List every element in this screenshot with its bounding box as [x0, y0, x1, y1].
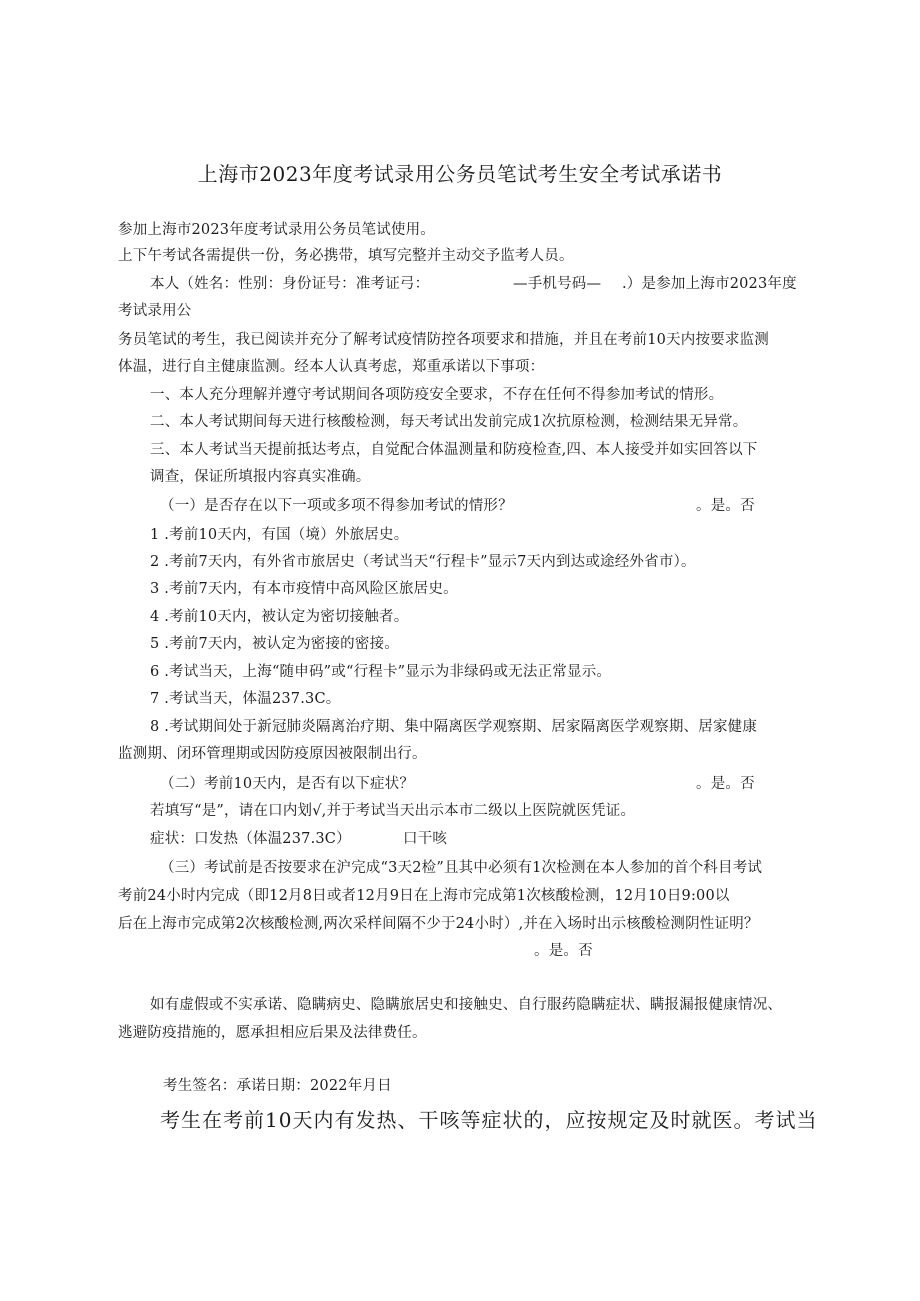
promise-2: 二、本人考试期间每天进行核酸检测，每天考试出发前完成1次抗原检测，检测结果无异常。	[150, 414, 748, 430]
intro-line-1: 参加上海市2023年度考试录用公务员笔试使用。	[118, 222, 435, 238]
section3-line-2: 考前24小时内完成（即12月8日或者12月9日在上海市完成第1次核酸检测，12月10日9:00以	[118, 888, 730, 904]
section1-question: （一）是否存在以下一项或多项不得参加考试的情形？	[160, 498, 513, 514]
declaration-line-1c: .）是参加上海市2023年度	[622, 276, 797, 292]
liability-line-1: 如有虚假或不实承诺、隐瞒病史、隐瞒旅居史和接触史、自行服药隐瞒症状、瞒报漏报健康情况、	[150, 997, 783, 1013]
section2-note: 若填写“是”，请在口内划√,并于考试当天出示本市二级以上医院就医凭证。	[150, 803, 636, 819]
section1-item-5: 5 .考前7天内，被认定为密接的密接。	[150, 636, 399, 652]
section3-line-1: （三）考试前是否按要求在沪完成“3天2检”且其中必须有1次检测在本人参加的首个科目考试	[160, 860, 763, 876]
section3-options[interactable]: 。是。否	[534, 943, 593, 959]
signature-line: 考生签名：承诺日期：2022年月日	[163, 1078, 392, 1094]
section1-item-3: 3 .考前7天内，有本市疫情中高风险区旅居史。	[150, 581, 458, 597]
section1-options[interactable]: 。是。否	[696, 498, 755, 514]
intro-line-2: 上下午考试各需提供一份，务必携带，填写完整并主动交予监考人员。	[118, 248, 574, 264]
declaration-line-1a: 本人（姓名：性别：身份证号：准考证弓：	[150, 276, 430, 292]
section1-item-2: 2 .考前7天内，有外省市旅居史（考试当天“行程卡”显示7天内到达或途经外省市）。	[150, 554, 696, 570]
section1-item-8-line-2: 监测期、闭环管理期或因防疫原因被限制出行。	[118, 746, 427, 762]
section1-item-1: 1 .考前10天内，有国（境）外旅居史。	[150, 527, 409, 543]
footer-note: 考生在考前10天内有发热、干咳等症状的，应按规定及时就医。考试当	[160, 1108, 818, 1132]
promise-3-line-1: 三、本人考试当天提前抵达考点，自觉配合体温测量和防疫检查,四、本人接受并如实回答以下	[150, 442, 758, 458]
declaration-phone-label: —手机号码—	[513, 276, 602, 292]
declaration-line-3: 务员笔试的考生，我已阅读并充分了解考试疫情防控各项要求和措施，并且在考前10天内按要求监测	[118, 332, 769, 348]
section1-item-6: 6 .考试当天，上海“随申码”或“行程卡”显示为非绿码或无法正常显示。	[150, 664, 612, 680]
section2-question: （二）考前10天内，是否有以下症状？	[160, 776, 415, 792]
section1-item-4: 4 .考前10天内，被认定为密切接触者。	[150, 609, 409, 625]
liability-line-2: 逃避防疫措施的，愿承担相应后果及法律费任。	[118, 1025, 427, 1041]
document-title: 上海市2023年度考试录用公务员笔试考生安全考试承诺书	[197, 162, 723, 186]
section2-symptom-fever[interactable]: 症状：口发热（体温237.3C）	[150, 831, 351, 847]
section2-options[interactable]: 。是。否	[696, 776, 755, 792]
section1-item-7: 7 .考试当天，体温237.3C。	[150, 691, 341, 707]
section1-item-8-line-1: 8 .考试期间处于新冠肺炎隔离治疗期、集中隔离医学观察期、居家隔离医学观察期、居家健康	[150, 719, 758, 735]
declaration-line-2: 考试录用公	[118, 303, 192, 319]
promise-3-line-2: 调查，保证所填报内容真实准确。	[150, 469, 371, 485]
promise-1: 一、本人充分理解并遵守考试期间各项防疫安全要求，不存在任何不得参加考试的情形。	[150, 387, 724, 403]
section3-line-3: 后在上海市完成第2次核酸检测,两次采样间隔不少于24小时）,并在入场时出示核酸检测阴性证明？	[118, 916, 759, 932]
declaration-line-4: 体温，进行自主健康监测。经本人认真考虑，郑重承诺以下事项：	[118, 359, 545, 375]
section2-symptom-cough[interactable]: 口干咳	[403, 831, 448, 847]
